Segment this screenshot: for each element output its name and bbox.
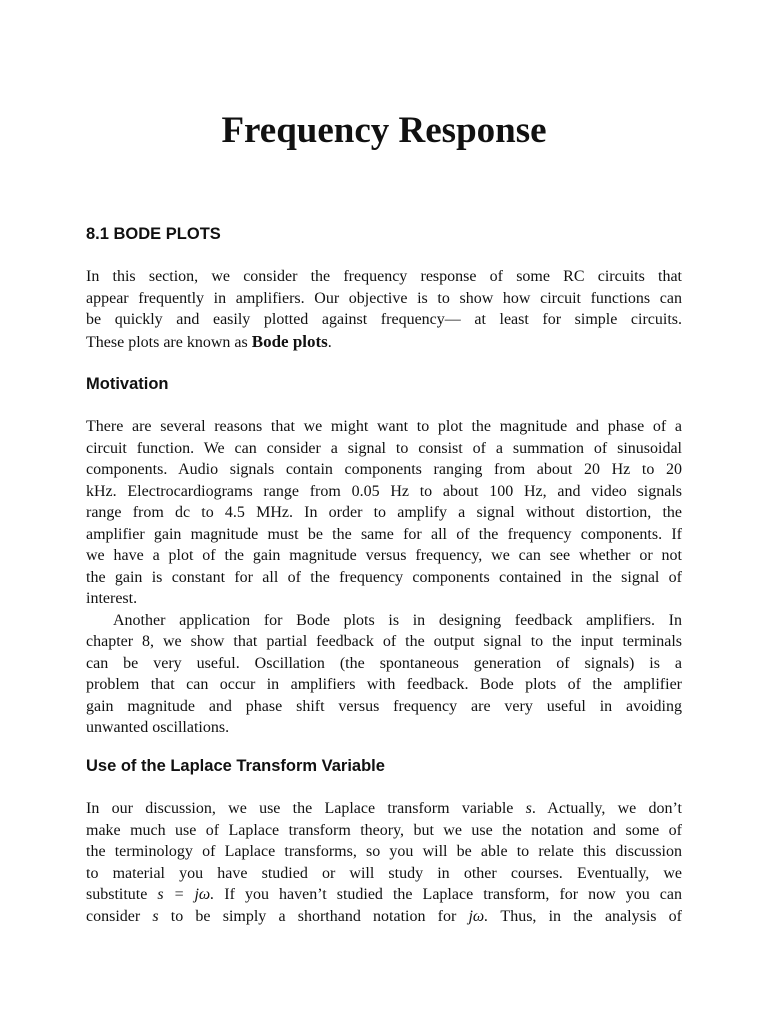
- text-line: be quickly and easily plotted against frequency— at least for simple circuits.: [86, 311, 682, 328]
- text-fragment: .: [327, 333, 332, 351]
- text-line: range from dc to 4.5 MHz. In order to amplify a signal without distortion, the: [86, 504, 682, 521]
- text-fragment: In our discussion, we use the Laplace transform variable: [86, 800, 526, 817]
- math-equation: s = jω.: [157, 886, 215, 903]
- text-fragment: These plots are known as: [86, 333, 252, 351]
- text-line: circuit function. We can consider a signal to consist of a summation of sinusoidal: [86, 439, 682, 457]
- page-title: Frequency Response: [221, 110, 547, 151]
- text-line: the terminology of Laplace transforms, so you will be able to relate this discussion: [86, 843, 682, 860]
- text-line: chapter 8, we show that partial feedback of the output signal to the input terminals: [86, 633, 682, 650]
- paragraph-intro: [86, 266, 682, 352]
- paragraph-motivation-2: [86, 610, 682, 739]
- text-line: [86, 798, 682, 820]
- text-line: kHz. Electrocardiograms range from 0.05 Hz to about 100 Hz, and video signals: [86, 482, 682, 500]
- text-line: unwanted oscillations.: [86, 719, 230, 736]
- text-line: [86, 906, 682, 928]
- section-heading-motivation: Motivation: [86, 375, 169, 393]
- text-fragment: consider: [86, 907, 153, 925]
- text-line: Another application for Bode plots is in designing feedback amplifiers. In: [113, 611, 682, 629]
- text-line: components. Audio signals contain components ranging from about 20 Hz to 20: [86, 461, 682, 478]
- text-line: we have a plot of the gain magnitude versus frequency, we can see whether or not: [86, 547, 682, 564]
- text-line: make much use of Laplace transform theory, but we use the notation and some of: [86, 821, 682, 839]
- section-heading-laplace: Use of the Laplace Transform Variable: [86, 757, 385, 775]
- math-variable: s: [525, 800, 532, 817]
- text-line: [86, 331, 682, 353]
- text-line: There are several reasons that we might want to plot the magnitude and phase of a: [86, 418, 682, 435]
- text-line: appear frequently in amplifiers. Our objective is to show how circuit functions can: [86, 289, 682, 307]
- math-variable: s: [152, 907, 159, 925]
- text-line: In this section, we consider the frequency response of some RC circuits that: [86, 268, 682, 285]
- text-fragment: Thus, in the analysis of: [488, 907, 683, 925]
- paragraph-laplace: [86, 798, 682, 927]
- text-line: the gain is constant for all of the frequency components contained in the signal of: [86, 568, 682, 586]
- text-line: amplifier gain magnitude must be the same for all of the frequency components. If: [86, 525, 682, 543]
- text-line: can be very useful. Oscillation (the spontaneous generation of signals) is a: [86, 654, 682, 672]
- math-variable: jω.: [468, 907, 489, 925]
- text-fragment: If you haven’t studied the Laplace transform, for now you can: [214, 886, 682, 903]
- text-line: gain magnitude and phase shift versus frequency are very useful in avoiding: [86, 697, 682, 715]
- paragraph-motivation-1: [86, 416, 682, 610]
- section-heading-bode-plots: 8.1 BODE PLOTS: [86, 225, 221, 243]
- text-line: to material you have studied or will study in other courses. Eventually, we: [86, 864, 682, 882]
- bold-term: Bode plots: [251, 331, 328, 351]
- text-line: [86, 884, 682, 906]
- text-fragment: to be simply a shorthand notation for: [158, 907, 469, 925]
- text-fragment: substitute: [86, 886, 158, 903]
- text-fragment: . Actually, we don’t: [531, 800, 682, 817]
- text-line: problem that can occur in amplifiers with feedback. Bode plots of the amplifier: [86, 676, 682, 693]
- text-line: interest.: [86, 590, 138, 607]
